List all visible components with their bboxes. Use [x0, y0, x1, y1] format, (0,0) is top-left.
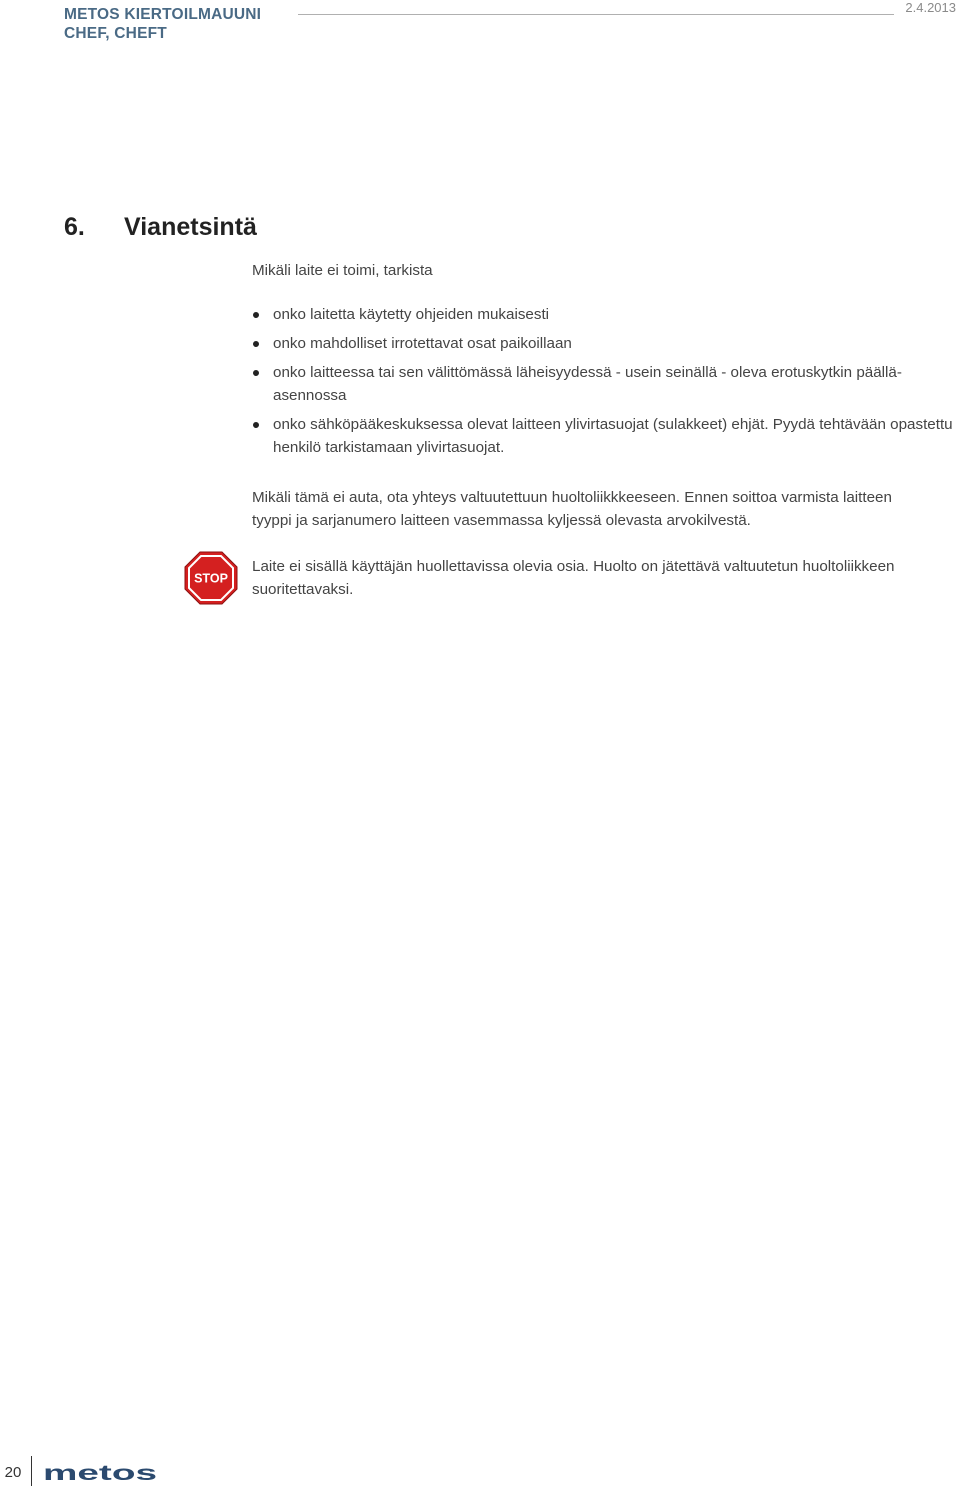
list-item-text: onko laitteessa tai sen välittömässä läheisyydessä - usein seinällä - oleva erotuskytkin päällä-asennossa — [273, 364, 902, 404]
document-title-line2: CHEF, CHEFT — [64, 25, 167, 42]
list-item — [252, 361, 960, 407]
bullet-icon — [253, 422, 259, 428]
list-item-text: onko sähköpääkeskuksessa olevat laitteen ylivirtasuojat (sulakkeet) ehjät. Pyydä tehtävään opastettu henkilö tarkistamaan ylivirtasuojat. — [273, 416, 953, 456]
document-title — [64, 5, 261, 43]
stop-sign-label: STOP — [194, 571, 228, 586]
stop-sign-icon — [184, 551, 238, 605]
page-number: 20 — [4, 1464, 22, 1481]
bullet-icon — [253, 341, 259, 347]
list-item-text: onko laitetta käytetty ohjeiden mukaisesti — [273, 306, 550, 323]
bullet-icon — [253, 312, 259, 318]
bullet-icon — [253, 370, 259, 376]
metos-logo — [43, 1464, 159, 1482]
metos-logo-text: metos — [43, 1464, 157, 1482]
contact-paragraph: Mikäli tämä ei auta, ota yhteys valtuutettuun huoltoliikkkeeseen. Ennen soittoa varmista laitteen tyyppi ja sarjanumero laitteen vasemmassa kyljessä olevasta arvokilvestä. — [252, 489, 892, 529]
intro-text: Mikäli laite ei toimi, tarkista — [252, 262, 433, 279]
document-date: 2.4.2013 — [905, 0, 956, 15]
section-heading — [64, 212, 257, 242]
checklist — [252, 303, 960, 465]
footer-divider — [31, 1456, 32, 1486]
section-number: 6. — [64, 213, 85, 241]
stop-notice-text: Laite ei sisällä käyttäjän huollettavissa olevia osia. Huolto on jätettävä valtuutetun huoltoliikkeen suoritettavaksi. — [252, 558, 895, 598]
list-item — [252, 332, 960, 355]
list-item-text: onko mahdolliset irrotettavat osat paikoillaan — [273, 335, 572, 352]
section-title: Vianetsintä — [124, 213, 257, 241]
list-item — [252, 413, 960, 459]
list-item — [252, 303, 960, 326]
header-divider — [298, 14, 894, 15]
document-title-line1: METOS KIERTOILMAUUNI — [64, 6, 262, 23]
